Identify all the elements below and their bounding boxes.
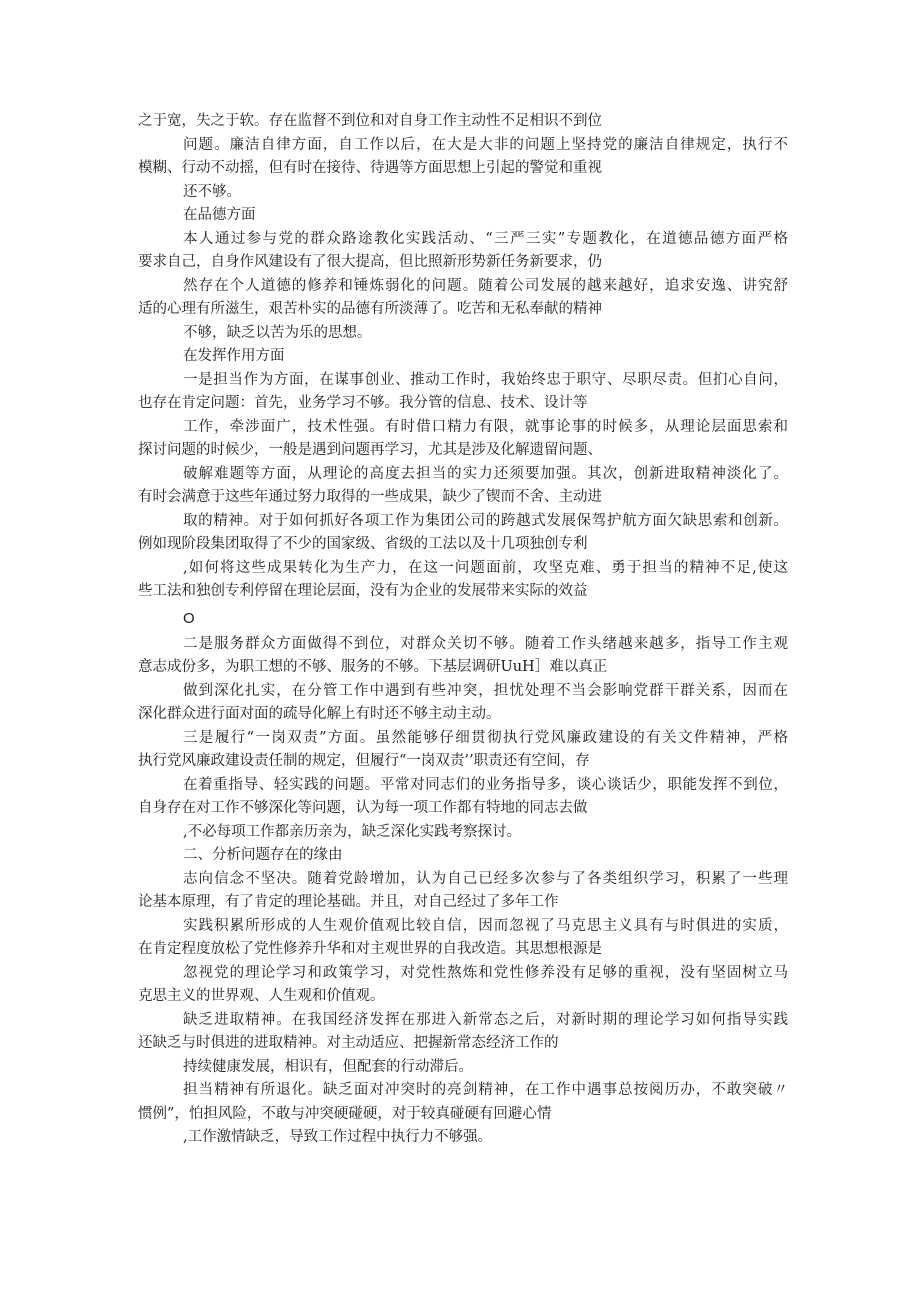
text-line: 适的心理有所滋生，艰苦朴实的品德有所淡薄了。吃苦和无私奉献的精神: [138, 301, 602, 317]
text-line: 不够，缺乏以苦为乐的思想。: [183, 324, 372, 341]
text-line: 实践积累所形成的人生观价值观比较自信，因而忽视了马克思主义具有与时俱进的实质，: [183, 917, 788, 934]
text-line: 工作，牵涉面广，技术性强。有时借口精力有限，就事论事的时候多，从理论层面思索和: [183, 418, 788, 435]
text-line: 一是担当作为方面，在谋事创业、推动工作时，我始终忠于职守、尽职尽责。但扪心自问，: [183, 371, 788, 388]
text-line: 些工法和独创专利停留在理论层面，没有为企业的发展带来实际的效益: [138, 583, 588, 599]
text-line: 例如现阶段集团取得了不少的国家级、省级的工法以及十几项独创专利: [138, 536, 588, 552]
text-line: 二是服务群众方面做得不到位，对群众关切不够。随着工作头绪越来越多，指导工作主观: [183, 635, 788, 652]
text-line: 也存在肯定问题：首先，业务学习不够。我分管的信息、技术、设计等: [138, 395, 588, 411]
text-line: 做到深化扎实，在分管工作中遇到有些冲突，担忧处理不当会影响党群干群关系，因而在: [183, 682, 788, 699]
text-line: 然存在个人道德的修养和锤炼弱化的问题。随着公司发展的越来越好，追求安逸、讲究舒: [183, 277, 788, 294]
text-line: 志向信念不坚决。随着党龄增加，认为自己已经多次参与了各类组织学习，积累了一些理: [183, 870, 788, 887]
text-line: ,不必每项工作都亲历亲为，缺乏深化实践考察探讨。: [183, 823, 522, 840]
document-body: [138, 110, 788, 1150]
text-line: 在发挥作用方面: [183, 348, 285, 364]
text-line: 在品德方面: [183, 207, 256, 223]
text-line: 之于宽，失之于软。存在监督不到位和对自身工作主动性不足相识不到位: [138, 113, 602, 129]
text-line: 在肯定程度放松了党性修养升华和对主观世界的自我改造。其思想根源是: [138, 941, 602, 957]
text-line: 意志成份多，为职工想的不够、服务的不够。下基层调研UuH］难以真正: [138, 659, 608, 675]
text-line: 执行党风廉政建设责任制的规定，但履行“一岗双责’’职责还有空间，存: [138, 753, 590, 769]
text-line: 还不够。: [183, 183, 241, 200]
text-line: 担当精神有所退化。缺乏面对冲突时的亮剑精神，在工作中遇事总按阅历办，不敢突破〃: [183, 1082, 788, 1098]
text-line: 有时会满意于这些年通过努力取得的一些成果，缺少了锲而不舍、主动进: [138, 489, 602, 505]
text-line: 深化群众进行面对面的疏导化解上有时还不够主动主动。: [138, 706, 501, 722]
text-line: 惯例”，怕担风险，不敢与冲突硬碰硬，对于较真碰硬有回避心情: [138, 1105, 552, 1122]
text-line: 问题。廉洁自律方面，自工作以后，在大是大非的问题上坚持党的廉洁自律规定，执行不: [183, 136, 788, 153]
text-line: 模糊、行动不动摇，但有时在接待、待遇等方面思想上引起的警觉和重视: [138, 160, 602, 176]
text-line: 破解难题等方面，从理论的高度去担当的实力还须要加强。其次，创新进取精神淡化了。: [183, 465, 788, 482]
text-line: 取的精神。对于如何抓好各项工作为集团公司的跨越式发展保驾护航方面欠缺思索和创新。: [183, 512, 788, 529]
text-line: 二、分析问题存在的缘由: [183, 847, 343, 863]
text-line: 本人通过参与党的群众路途教化实践活动、“三严三实”专题教化，在道德品德方面严格: [183, 230, 788, 247]
text-line: 探讨问题的时候少，一般是遇到问题再学习，尤其是涉及化解遗留问题、: [138, 442, 602, 458]
text-line: 自身存在对工作不够深化等问题，认为每一项工作都有特地的同志去做: [138, 800, 588, 816]
text-line: 论基本原理，有了肯定的理论基础。并且，对自己经过了多年工作: [138, 894, 559, 910]
text-line: 忽视党的理论学习和政策学习，对党性熬炼和党性修养没有足够的重视，没有坚固树立马: [183, 964, 788, 981]
text-line: 持续健康发展，相识有，但配套的行动滞后。: [183, 1058, 473, 1075]
text-line: ,工作激情缺乏，导致工作过程中执行力不够强。: [183, 1129, 493, 1145]
text-line: ,如何将这些成果转化为生产力，在这一问题面前，攻坚克难、勇于担当的精神不足,使这: [183, 559, 788, 576]
text-line: 要求自己，自身作风建设有了很大提高，但比照新形势新任务新要求，仍: [138, 254, 602, 270]
text-line: 三是履行“一岗双责”方面。虽然能够仔细贯彻执行党风廉政建设的有关文件精神，严格: [183, 729, 788, 746]
text-line: 还缺乏与时俱进的进取精神。对主动适应、把握新常态经济工作的: [138, 1035, 559, 1051]
text-line: 在着重指导、轻实践的问题。平常对同志们的业务指导多，谈心谈话少，职能发挥不到位，: [183, 776, 788, 793]
text-line: 缺乏进取精神。在我国经济发挥在那进入新常态之后，对新时期的理论学习如何指导实践: [183, 1011, 788, 1028]
text-line: O: [183, 609, 195, 627]
text-line: 克思主义的世界观、人生观和价值观。: [138, 988, 385, 1004]
